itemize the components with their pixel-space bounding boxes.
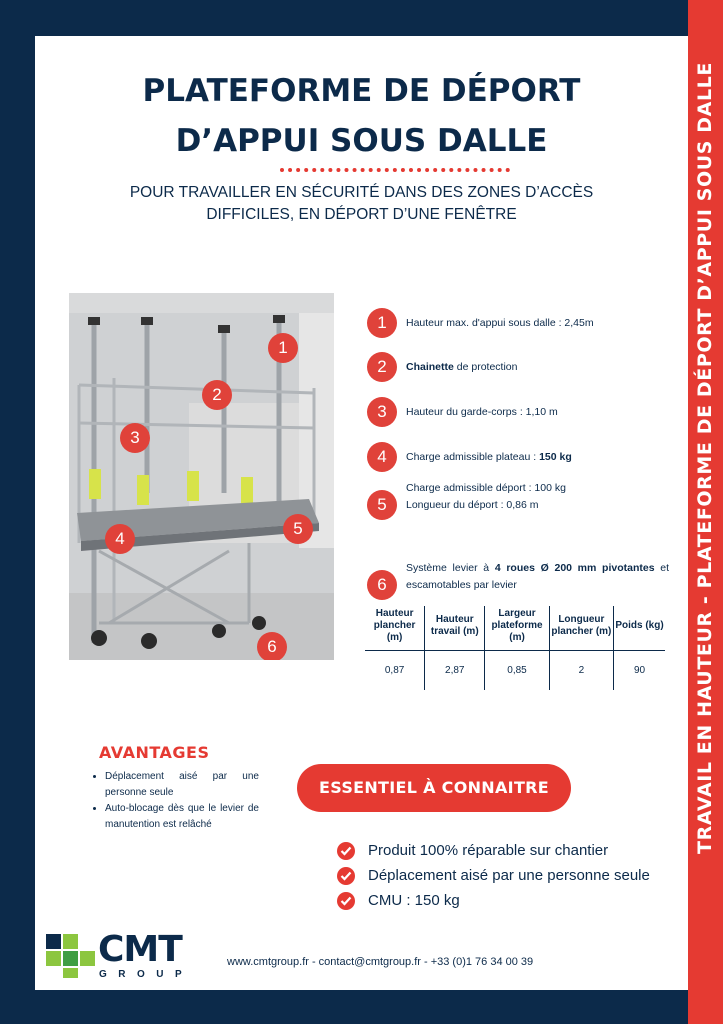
avantages-title: AVANTAGES bbox=[99, 743, 210, 762]
cmt-group-logo bbox=[46, 929, 194, 980]
subtitle-line-2: DIFFICILES, EN DÉPORT D’UNE FENÊTRE bbox=[206, 206, 517, 223]
document-page bbox=[35, 36, 688, 990]
table-header-hauteur-travail: Hauteur travail (m) bbox=[425, 606, 485, 651]
essentiel-badge: ESSENTIEL À CONNAITRE bbox=[297, 764, 571, 812]
photo-marker-4: 4 bbox=[105, 524, 135, 554]
logo-square-icon bbox=[80, 951, 95, 966]
list-item: • Déplacement aisé par une personne seule bbox=[105, 769, 259, 801]
spec-number: 5 bbox=[367, 490, 397, 520]
logo-square-icon bbox=[63, 968, 78, 978]
title-divider bbox=[280, 168, 510, 172]
table-cell: 2 bbox=[549, 651, 613, 691]
essentiel-item-text: CMU : 150 kg bbox=[368, 892, 460, 909]
table-header-hauteur-plancher: Hauteur plancher (m) bbox=[365, 606, 425, 651]
spec-number: 2 bbox=[367, 352, 397, 382]
logo-group-text: GROUP bbox=[99, 969, 194, 980]
spec-bold: Chainette bbox=[406, 361, 454, 373]
spec-bold: 150 kg bbox=[539, 451, 572, 463]
avantages-list bbox=[91, 769, 259, 833]
table-header-longueur-plancher: Longueur plancher (m) bbox=[549, 606, 613, 651]
spec-text bbox=[406, 449, 669, 466]
spec-rest: de protection bbox=[453, 361, 518, 373]
spec-text bbox=[406, 359, 669, 376]
spec-number: 1 bbox=[367, 308, 397, 338]
spec-bold: 4 roues Ø 200 mm pivotantes bbox=[494, 562, 655, 574]
photo-marker-3: 3 bbox=[120, 423, 150, 453]
spec-number: 6 bbox=[367, 570, 397, 600]
table-header-row bbox=[365, 606, 665, 651]
essentiel-item-text: Produit 100% réparable sur chantier bbox=[368, 842, 609, 859]
check-icon bbox=[337, 842, 355, 860]
check-icon bbox=[337, 867, 355, 885]
table-row bbox=[365, 651, 665, 691]
spec-line-1: Charge admissible déport : 100 kg bbox=[406, 482, 566, 494]
page-subtitle bbox=[35, 182, 688, 226]
spec-line-2: Longueur du déport : 0,86 m bbox=[406, 499, 539, 511]
spec-number: 3 bbox=[367, 397, 397, 427]
spec-text: Hauteur du garde-corps : 1,10 m bbox=[406, 406, 558, 418]
subtitle-line-1: POUR TRAVAILLER EN SÉCURITÉ DANS DES ZONES D’ACCÈS bbox=[129, 184, 594, 201]
check-icon bbox=[337, 892, 355, 910]
table-header-largeur-plateforme: Largeur plateforme (m) bbox=[485, 606, 549, 651]
list-item: • Auto-blocage dès que le levier de manutention est relâché bbox=[105, 801, 259, 833]
table-cell: 2,87 bbox=[425, 651, 485, 691]
spec-number: 4 bbox=[367, 442, 397, 472]
title-line-2: D’APPUI SOUS DALLE bbox=[175, 123, 548, 159]
logo-square-icon bbox=[63, 934, 78, 949]
side-band-text: TRAVAIL EN HAUTEUR - PLATEFORME DE DÉPORT D’APPUI SOUS DALLE bbox=[694, 62, 716, 854]
title-line-1: PLATEFORME DE DÉPORT bbox=[142, 73, 581, 109]
spec-text bbox=[406, 560, 669, 594]
essentiel-item-text: Déplacement aisé par une personne seule bbox=[368, 867, 650, 884]
photo-marker-2: 2 bbox=[202, 380, 232, 410]
spec-text: Hauteur max. d'appui sous dalle : 2,45m bbox=[406, 317, 594, 329]
product-photo bbox=[69, 293, 334, 660]
logo-wordmark: CMT bbox=[98, 929, 182, 970]
photo-marker-6: 6 bbox=[257, 632, 287, 660]
photo-marker-5: 5 bbox=[283, 514, 313, 544]
table-cell: 0,87 bbox=[384, 665, 405, 676]
page-title bbox=[35, 66, 688, 166]
photo-marker-1: 1 bbox=[268, 333, 298, 363]
table-header-poids: Poids (kg) bbox=[614, 606, 665, 651]
table-cell: 90 bbox=[614, 651, 665, 691]
footer-contact: www.cmtgroup.fr - contact@cmtgroup.fr - +33 (0)1 76 34 00 39 bbox=[227, 956, 534, 968]
spec-text bbox=[406, 480, 669, 514]
spec-table bbox=[365, 606, 665, 690]
spec-post: et escamotables par levier bbox=[406, 562, 669, 591]
spec-rest: Charge admissible plateau : bbox=[406, 451, 540, 463]
spec-pre: Système levier à bbox=[406, 562, 495, 574]
logo-square-icon bbox=[63, 951, 78, 966]
table-cell: 0,85 bbox=[485, 651, 549, 691]
logo-square-icon bbox=[46, 934, 61, 949]
logo-square-icon bbox=[46, 951, 61, 966]
